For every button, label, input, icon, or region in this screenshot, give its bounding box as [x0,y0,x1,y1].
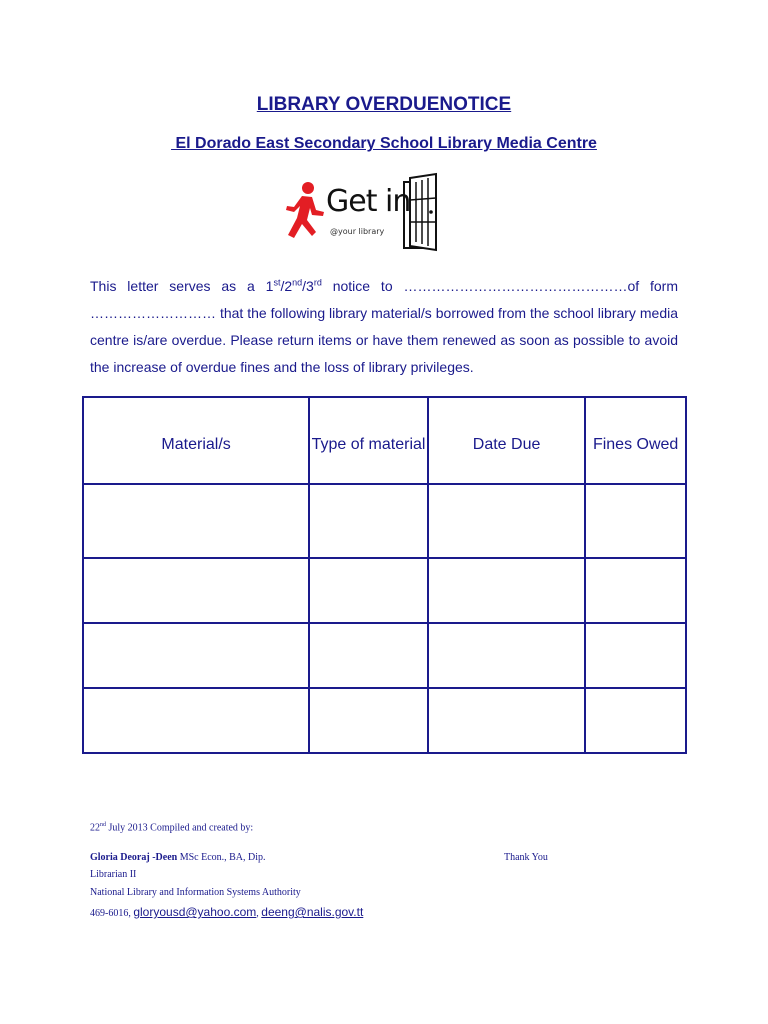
contact-line [90,905,363,919]
overdue-table [82,396,687,754]
table-row [83,484,686,558]
notice-letter [90,273,678,381]
table-cell[interactable] [585,558,686,623]
table-cell[interactable] [83,623,309,688]
page-title: LIBRARY OVERDUENOTICE [256,94,512,115]
table-row [83,623,686,688]
author-role: Librarian II [90,869,137,880]
date-day: 22 [90,822,100,834]
author-name: Gloria Deoraj -Deen [90,852,178,863]
table-cell[interactable] [83,688,309,753]
logo-subtext: @your library [330,227,385,236]
table-header-row [83,397,686,484]
letter-text-1: This letter serves as a 1 [90,278,274,294]
table-cell[interactable] [83,558,309,623]
table-cell[interactable] [309,484,428,558]
table-cell[interactable] [428,558,585,623]
header-date-due: Date Due [428,397,585,484]
author-line [90,852,266,863]
letter-text-2: /2 [280,278,293,294]
table-cell[interactable] [83,484,309,558]
email-link-nalis[interactable]: deeng@nalis.gov.tt [261,905,364,919]
header-materials: Material/s [83,397,309,484]
logo-text: Get in [326,184,411,219]
table-cell[interactable] [309,623,428,688]
sup-rd: rd [313,277,322,288]
email-separator: , [256,908,262,919]
header-type: Type of material [309,397,428,484]
date-sup: nd [100,822,106,828]
sup-nd: nd [292,277,303,288]
table-cell[interactable] [428,623,585,688]
table-row [83,558,686,623]
date-rest: July 2013 Compiled and created by [106,822,251,834]
table-cell[interactable] [309,558,428,623]
author-credentials: MSc Econ., BA, Dip. [177,852,266,863]
table-cell[interactable] [585,484,686,558]
table-cell[interactable] [428,484,585,558]
phone-number: 469-6016, [90,908,134,919]
date-colon: : [250,822,254,834]
table-cell[interactable] [428,688,585,753]
table-row [83,688,686,753]
author-organization: National Library and Information Systems Authority [90,887,301,898]
sup-st: st [273,277,281,288]
table-cell[interactable] [309,688,428,753]
letter-text-3: /3 [302,278,314,294]
table-cell[interactable] [585,688,686,753]
email-link-yahoo[interactable]: gloryousd@yahoo.com [133,905,257,919]
running-person-icon [282,180,326,242]
thank-you: Thank You [504,852,548,863]
table-cell[interactable] [585,623,686,688]
compiled-date [90,822,253,833]
header-fines: Fines Owed [585,397,686,484]
school-name: El Dorado East Secondary School Library Media Centre [171,135,597,152]
letter-text-4: notice to …………………………………………of form ……………………… that the following library material/s borrowed from the school library media centre is/are overdue. Please return items or have them renewed as soon as possible to avoid the increase of overdue fines and the loss of library privileges. [90,278,678,375]
get-in-logo [282,172,442,254]
open-door-icon [400,172,440,252]
